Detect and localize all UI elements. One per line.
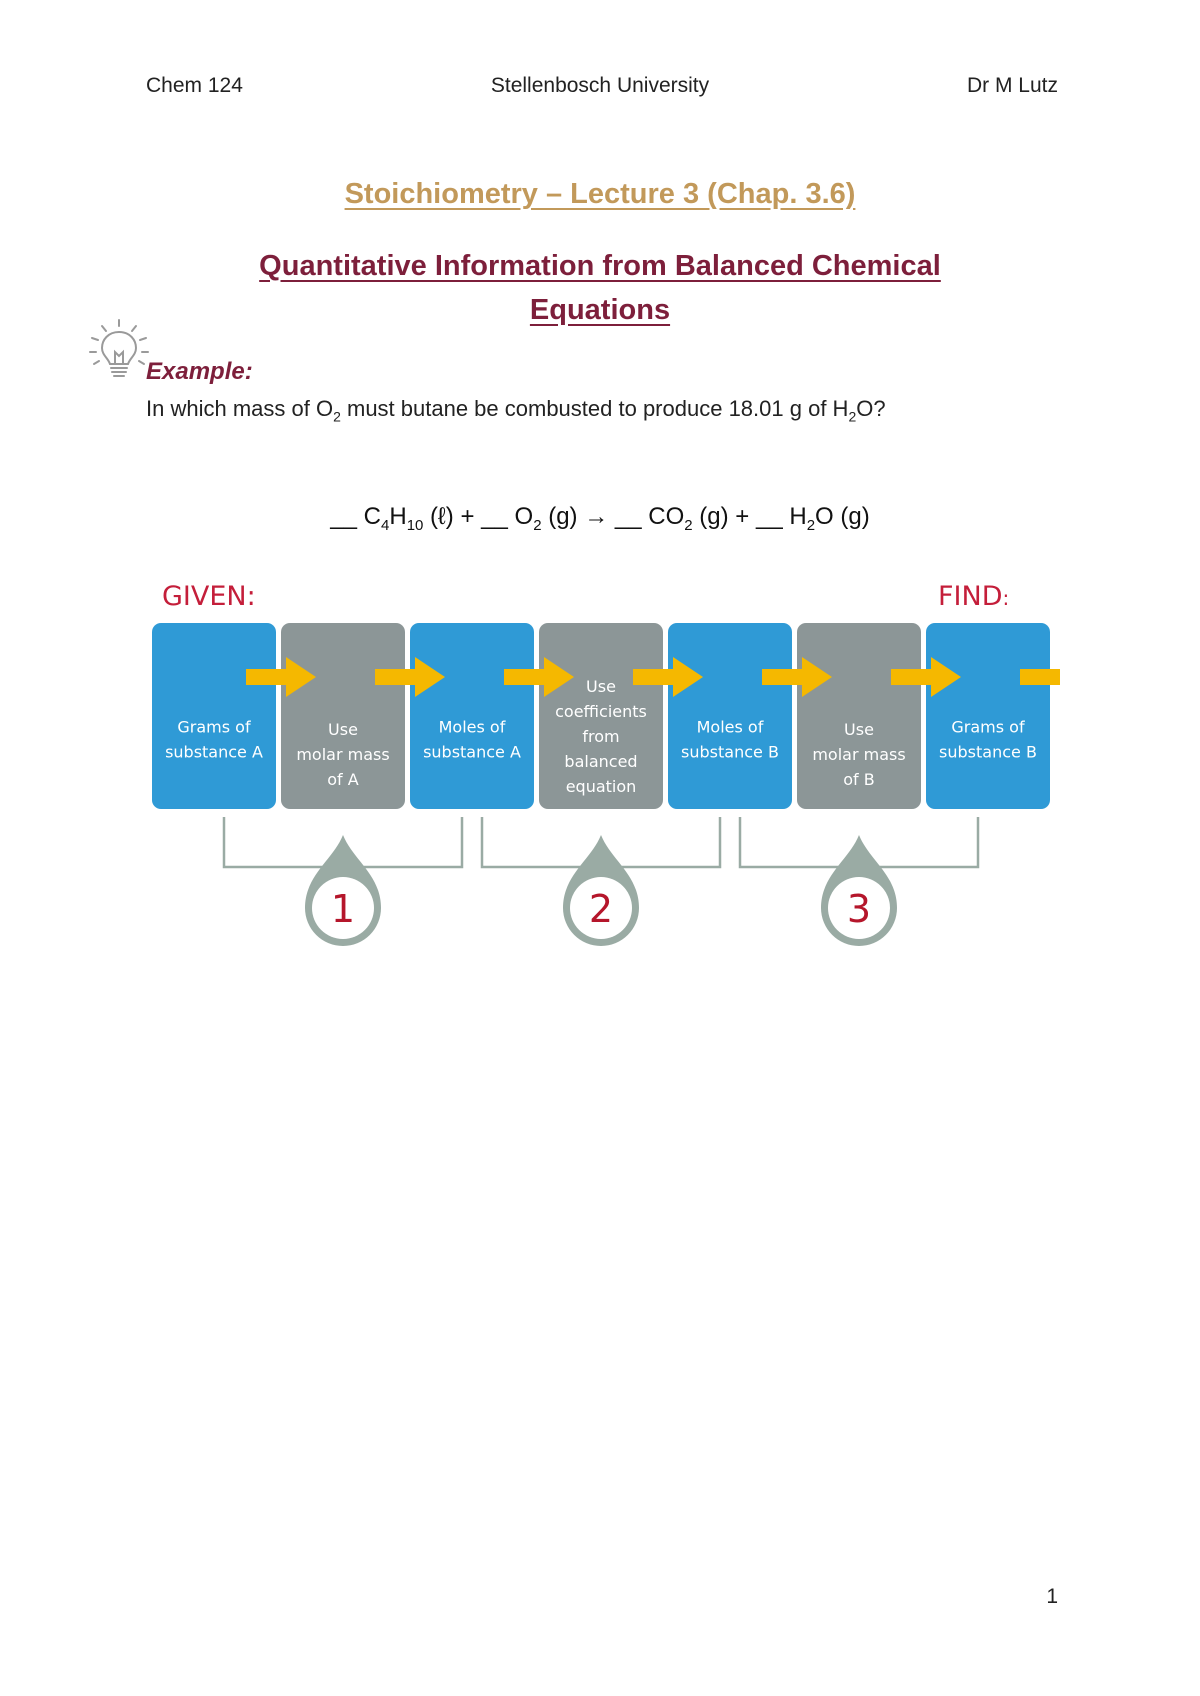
step-number-3: 3 [846,887,872,931]
equation-oxygen-state: (g) → [541,503,615,530]
flow-box-4-line-1: Use [586,677,616,696]
flow-box-2-line-1: Use [328,720,358,739]
header-course: Chem 124 [146,74,243,97]
coefficient-blank-3: __ [614,503,642,530]
flow-box-4-line-4: balanced [564,752,638,771]
flow-box-4-line-2: coefficients [555,702,647,721]
flow-box-6-line-1: Use [844,720,874,739]
flow-box-1-line-1: Grams of [177,717,251,737]
stoichiometry-flow-diagram [140,575,1060,955]
equation-oxygen: O [514,503,534,530]
subtitle-line-2: Equations [529,294,671,326]
page-subtitle [160,244,1040,332]
question-sub-1: 2 [333,408,341,425]
flow-box-7 [926,623,1050,809]
question-text-4: O? [856,396,886,421]
chemical-equation [0,503,1200,534]
equation-butane-state: (ℓ) + [423,503,482,530]
equation-butane-c: C [363,503,382,530]
flow-box-7-line-2: substance B [939,742,1037,762]
flow-box-5-line-1: Moles of [696,717,764,737]
flow-box-7-line-1: Grams of [951,717,1025,737]
find-label-text: FIND [938,581,1003,612]
coefficient-blank-2: __ [481,503,508,530]
flow-box-3-line-1: Moles of [438,717,506,737]
equation-co2-state: (g) + [692,503,756,530]
page-title-text: Stoichiometry – Lecture 3 (Chap. 3.6) [344,178,856,210]
flow-box-2-line-3: of A [327,770,359,789]
header-university: Stellenbosch University [490,74,710,97]
equation-butane-sub-c: 4 [381,516,390,534]
equation-butane-h: H [389,503,407,530]
flow-box-1 [152,623,276,809]
subtitle-line-1: Quantitative Information from Balanced Chemical [259,250,941,282]
flow-box-6-line-2: molar mass [812,745,906,764]
find-label-colon: : [1002,586,1010,610]
equation-water-sub: 2 [806,516,816,534]
question-sub-2: 2 [848,408,857,425]
example-question [146,396,886,424]
step-number-1: 1 [330,887,356,931]
flow-box-6-line-3: of B [843,770,875,789]
header-author: Dr M Lutz [966,74,1058,97]
flow-box-3 [410,623,534,809]
page-number: 1 [1046,1585,1058,1608]
coefficient-blank-1: __ [330,503,357,530]
flow-box-5-line-2: substance B [681,742,779,762]
flow-box-5 [668,623,792,809]
flow-box-4-line-5: equation [565,777,637,796]
question-mass-value: 18.01 [728,396,784,421]
equation-water-h: H [789,503,807,530]
equation-butane-sub-h: 10 [406,516,424,534]
question-text-1: In which mass of O [146,396,334,421]
equation-co2: CO [648,503,685,530]
flow-box-1-line-2: substance A [165,742,263,762]
equation-oxygen-sub: 2 [533,516,542,534]
example-label: Example: [146,358,253,385]
question-text-3: g of H [783,396,849,421]
page-title [0,178,1200,211]
flow-box-2-line-2: molar mass [296,745,390,764]
given-label: GIVEN: [162,581,256,612]
question-text-2: must butane be combusted to produce [340,396,729,421]
equation-co2-sub: 2 [684,516,693,534]
flow-box-4-line-3: from [582,727,620,746]
step-number-2: 2 [588,887,614,931]
flow-box-3-line-2: substance A [423,742,521,762]
lightbulb-icon [88,318,150,380]
coefficient-blank-4: __ [755,503,783,530]
find-label [938,581,1009,612]
equation-water-end: O (g) [815,503,870,530]
